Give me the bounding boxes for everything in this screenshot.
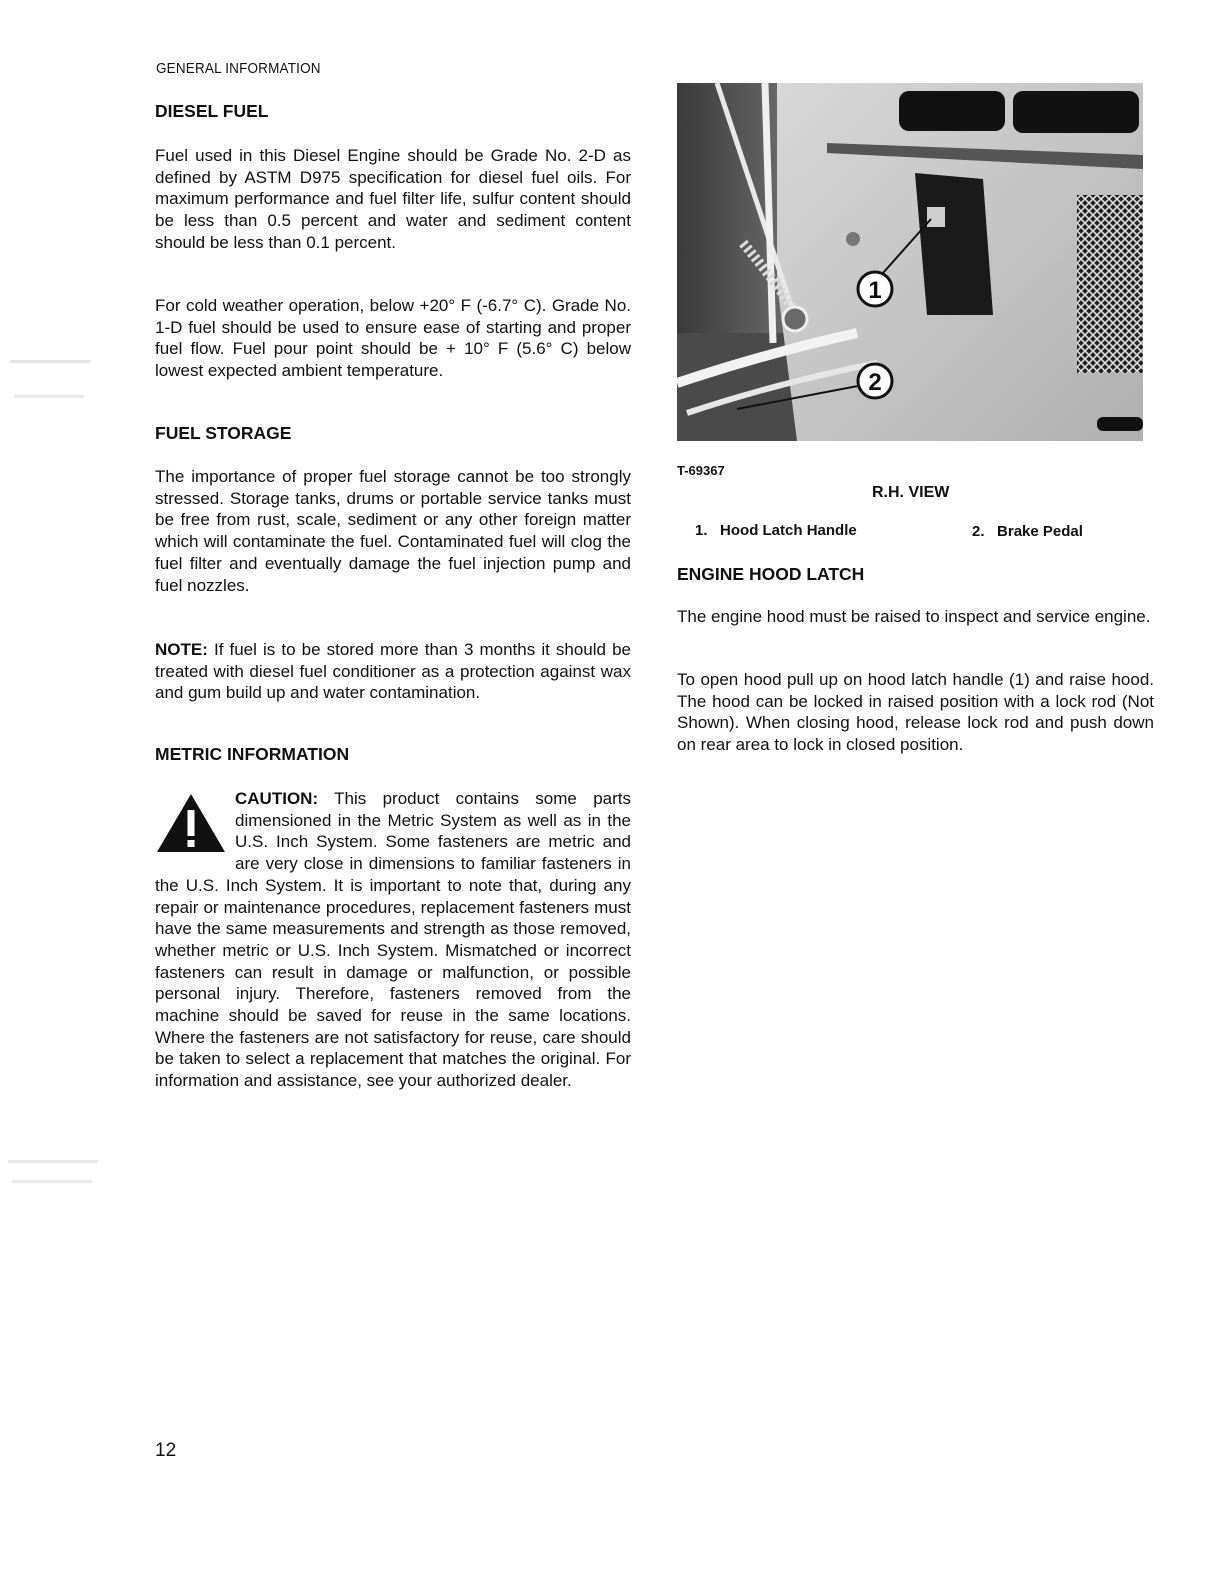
note-text: If fuel is to be stored more than 3 months it should be treated with diesel fuel conditioner as a protection against wax and gum build up and water contamination. — [155, 640, 631, 703]
section-header: GENERAL INFORMATION — [156, 60, 321, 77]
callout-2: 2 — [868, 369, 882, 396]
legend-1-label: Hood Latch Handle — [720, 522, 857, 539]
hood-latch-para-2: To open hood pull up on hood latch handle (1) and raise hood. The hood can be locked in raised position with a lock rod (Not Shown). When closing hood, release lock rod and push down on rear area to lock in closed position. — [677, 670, 1154, 755]
figure-reference: T-69367 — [677, 463, 725, 478]
hood-latch-para-1: The engine hood must be raised to inspect and service engine. — [677, 607, 1151, 626]
legend-item-1 — [695, 522, 857, 539]
diesel-fuel-para-1: Fuel used in this Diesel Engine should be Grade No. 2-D as defined by ASTM D975 specification for diesel fuel oils. For maximum performance and fuel filter life, sulfur content should be less than 0.5 percent and water and sediment content should be less than 0.1 percent. — [155, 146, 631, 252]
callout-1: 1 — [868, 277, 882, 304]
legend-1-number: 1. — [695, 522, 708, 539]
legend-2-number: 2. — [972, 523, 985, 540]
note-label: NOTE: — [155, 640, 208, 659]
fuel-storage-para: The importance of proper fuel storage cannot be too strongly stressed. Storage tanks, drums or portable service tanks must be free from rust, scale, sediment or any other foreign matter which will contaminate the fuel. Contaminated fuel will clog the fuel filter and eventually damage the fuel injection pump and fuel nozzles. — [155, 467, 631, 595]
heading-fuel-storage: FUEL STORAGE — [155, 423, 292, 443]
scan-artifact — [8, 1160, 98, 1163]
heading-diesel-fuel: DIESEL FUEL — [155, 101, 269, 121]
fuel-storage-note — [155, 639, 631, 704]
legend-item-2 — [972, 523, 1083, 540]
figure-title: R.H. VIEW — [872, 484, 950, 501]
hood-latch-photo — [677, 83, 1143, 441]
scan-artifact — [10, 360, 90, 363]
heading-metric-information: METRIC INFORMATION — [155, 744, 350, 764]
diesel-fuel-para-2: For cold weather operation, below +20° F (-6.7° C). Grade No. 1-D fuel should be used to ensure ease of starting and proper fuel flow. Fuel pour point should be + 10° F (5.6° C) below lowest expected ambient temperature. — [155, 296, 631, 381]
warning-triangle-icon — [155, 792, 227, 854]
caution-block — [155, 788, 631, 1092]
heading-engine-hood-latch: ENGINE HOOD LATCH — [677, 564, 865, 584]
legend-2-label: Brake Pedal — [997, 523, 1083, 540]
scan-artifact — [14, 395, 84, 398]
page-number: 12 — [155, 1440, 177, 1461]
caution-text: This product contains some parts dimensioned in the Metric System as well as in the U.S. Inch System. Some fasteners are metric and are very close in dimensions to familiar fasteners in the U.S. Inch System. It is important to note that, during any repair or maintenance procedures, replacement fasteners must have the same measurements and strength as those removed, whether metric or U.S. Inch System. Mismatched or incorrect fasteners can result in damage or malfunction, or possible personal injury. Therefore, fasteners removed from the machine should be saved for reuse in the same locations. Where the fasteners are not satisfactory for reuse, care should be taken to select a replacement that matches the original. For information and assistance, see your authorized dealer. — [155, 789, 631, 1091]
scan-artifact — [12, 1180, 92, 1183]
caution-label: CAUTION: — [235, 789, 319, 808]
